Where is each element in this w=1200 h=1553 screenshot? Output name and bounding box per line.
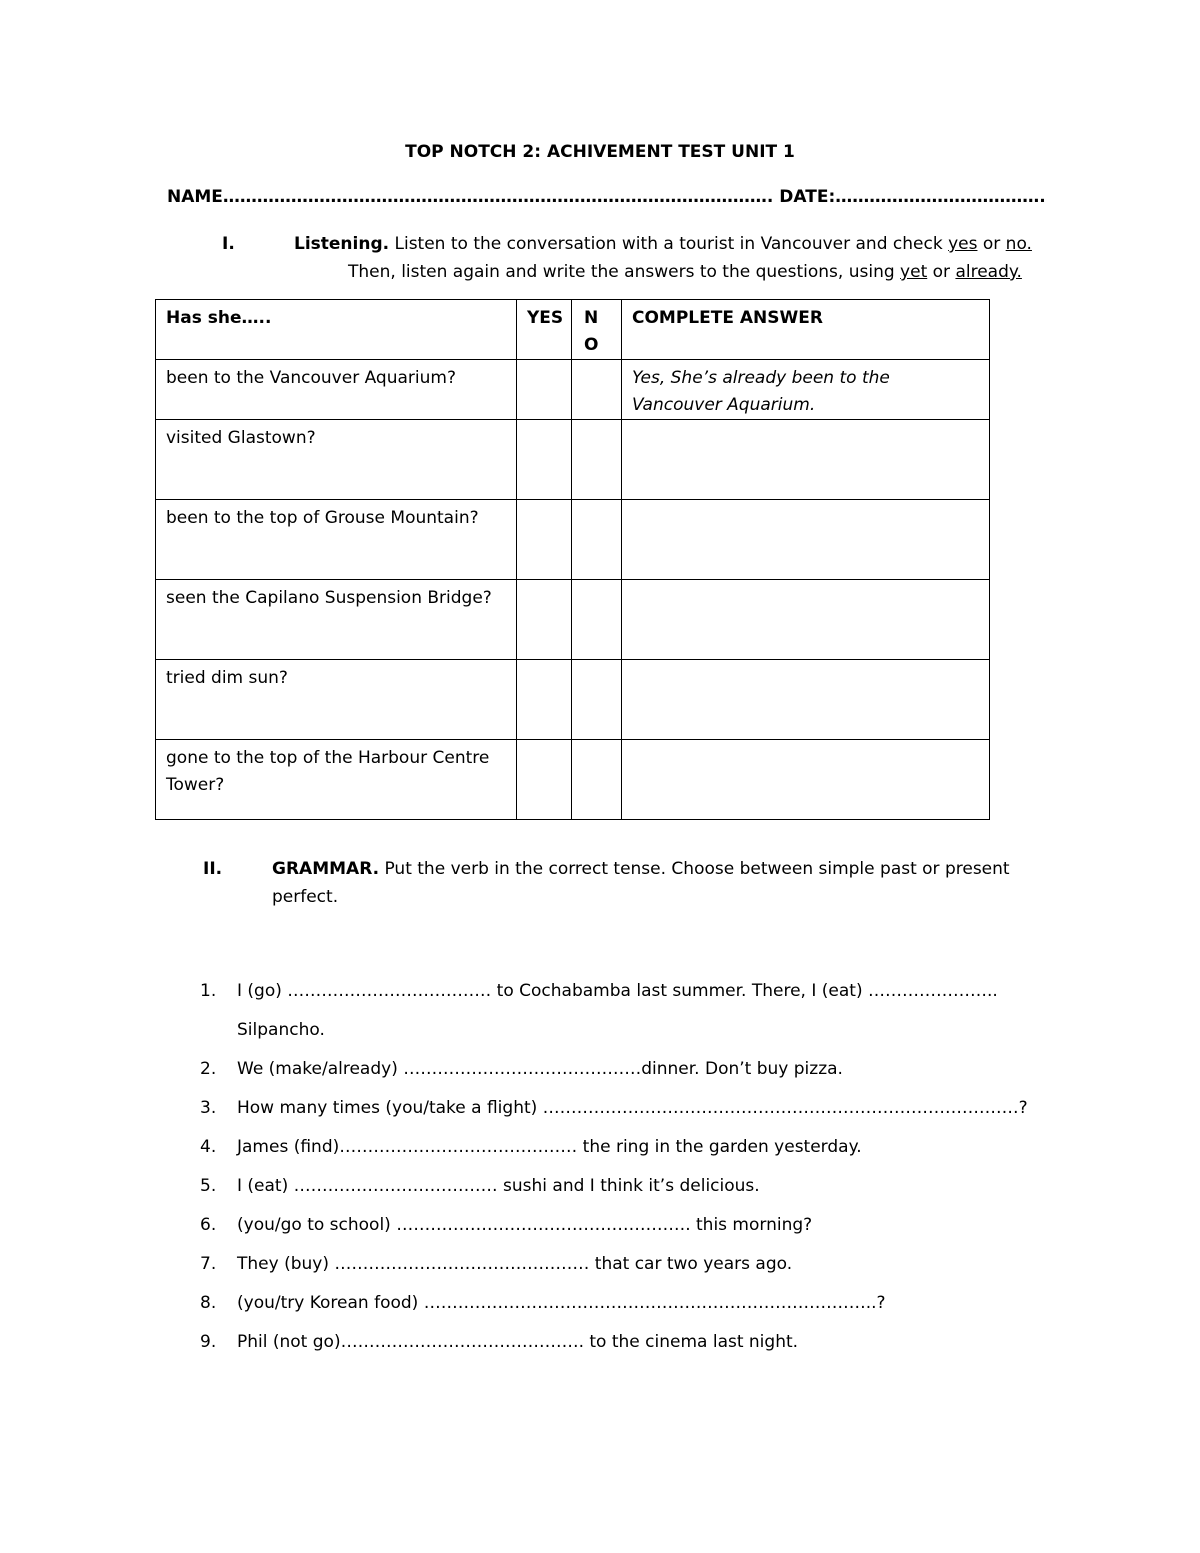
item-number: 9. [200, 1332, 217, 1352]
section-heading: Listening. [294, 234, 390, 254]
item-number: 6. [200, 1215, 217, 1235]
section-number: II. [203, 859, 223, 879]
item-text: Silpancho. [237, 1020, 325, 1040]
answer-cell[interactable] [622, 500, 990, 580]
item-text: They (buy) ……………………………………… that car two years ago. [237, 1254, 793, 1274]
answer-cell[interactable] [622, 420, 990, 500]
answer-cell[interactable] [622, 580, 990, 660]
already-word: already. [955, 262, 1022, 282]
list-item[interactable] [200, 1089, 1028, 1128]
question-cell: gone to the top of the Harbour Centre Tower? [156, 740, 517, 820]
table-row [156, 360, 990, 420]
item-text: I (go) ……………………………… to Cochabamba last summer. There, I (eat) ………………….. [237, 981, 998, 1001]
item-text: Phil (not go)……………………………………. to the cinema last night. [237, 1332, 799, 1352]
question-cell: visited Glastown? [156, 420, 517, 500]
section-instructions-line-2 [348, 258, 1022, 286]
answer-cell[interactable] [622, 660, 990, 740]
item-text: (you/go to school) ……………………………………………. this morning? [237, 1215, 813, 1235]
section-instructions [272, 855, 1032, 911]
list-item[interactable] [200, 1050, 1028, 1089]
item-text: (you/try Korean food) ……………………………………………………………………..? [237, 1293, 886, 1313]
item-number: 8. [200, 1293, 217, 1313]
name-date-line: NAME……………………………………………………………………………………. DATE:………………………………. [167, 187, 1046, 207]
header-question: Has she….. [156, 300, 517, 360]
yes-checkbox-cell[interactable] [517, 500, 572, 580]
item-number: 5. [200, 1176, 217, 1196]
list-item[interactable] [200, 1011, 1028, 1050]
list-item[interactable] [200, 1128, 1028, 1167]
yes-checkbox-cell[interactable] [517, 360, 572, 420]
table-row [156, 740, 990, 820]
item-number: 1. [200, 981, 217, 1001]
yes-checkbox-cell[interactable] [517, 740, 572, 820]
item-text: James (find)…………………………………… the ring in the garden yesterday. [237, 1137, 862, 1157]
table-row [156, 500, 990, 580]
question-cell: seen the Capilano Suspension Bridge? [156, 580, 517, 660]
yes-checkbox-cell[interactable] [517, 660, 572, 740]
question-cell: been to the top of Grouse Mountain? [156, 500, 517, 580]
section-heading: GRAMMAR. [272, 859, 380, 879]
answer-cell[interactable]: Yes, She’s already been to the Vancouver Aquarium. [622, 360, 990, 420]
no-checkbox-cell[interactable] [572, 660, 622, 740]
item-text: How many times (you/take a flight) …………………………………………………………………………? [237, 1098, 1028, 1118]
list-item[interactable] [200, 1167, 1028, 1206]
section-number: I. [222, 234, 235, 254]
no-checkbox-cell[interactable] [572, 580, 622, 660]
item-text: We (make/already) ……………………………………dinner. Don’t buy pizza. [237, 1059, 843, 1079]
question-cell: been to the Vancouver Aquarium? [156, 360, 517, 420]
list-item[interactable] [200, 1245, 1028, 1284]
header-complete-answer: COMPLETE ANSWER [622, 300, 990, 360]
instruction-text: or [977, 234, 1006, 254]
question-cell: tried dim sun? [156, 660, 517, 740]
yet-word: yet [900, 262, 928, 282]
answer-cell[interactable] [622, 740, 990, 820]
table-row [156, 420, 990, 500]
no-word: no. [1005, 234, 1032, 254]
item-text: I (eat) ……………………………… sushi and I think it’s delicious. [237, 1176, 760, 1196]
table-row [156, 660, 990, 740]
page-title: TOP NOTCH 2: ACHIVEMENT TEST UNIT 1 [405, 142, 795, 162]
header-no: N O [572, 300, 622, 360]
no-checkbox-cell[interactable] [572, 740, 622, 820]
no-checkbox-cell[interactable] [572, 360, 622, 420]
item-number: 4. [200, 1137, 217, 1157]
instruction-text: or [927, 262, 956, 282]
header-yes: YES [517, 300, 572, 360]
instruction-text: Put the verb in the correct tense. Choose between simple past or present perfect. [272, 859, 1010, 907]
item-number: 2. [200, 1059, 217, 1079]
instruction-text: Listen to the conversation with a tourist in Vancouver and check [389, 234, 949, 254]
list-item[interactable] [200, 1323, 1028, 1362]
yes-word: yes [948, 234, 978, 254]
grammar-exercise-list [200, 972, 1028, 1362]
item-number: 3. [200, 1098, 217, 1118]
section-instructions-line-1 [294, 230, 1032, 258]
yes-checkbox-cell[interactable] [517, 420, 572, 500]
no-checkbox-cell[interactable] [572, 500, 622, 580]
item-number: 7. [200, 1254, 217, 1274]
list-item[interactable] [200, 1206, 1028, 1245]
list-item[interactable] [200, 972, 1028, 1011]
listening-table [155, 299, 990, 820]
list-item[interactable] [200, 1284, 1028, 1323]
no-checkbox-cell[interactable] [572, 420, 622, 500]
table-header-row [156, 300, 990, 360]
yes-checkbox-cell[interactable] [517, 580, 572, 660]
instruction-text: Then, listen again and write the answers to the questions, using [348, 262, 901, 282]
table-row [156, 580, 990, 660]
